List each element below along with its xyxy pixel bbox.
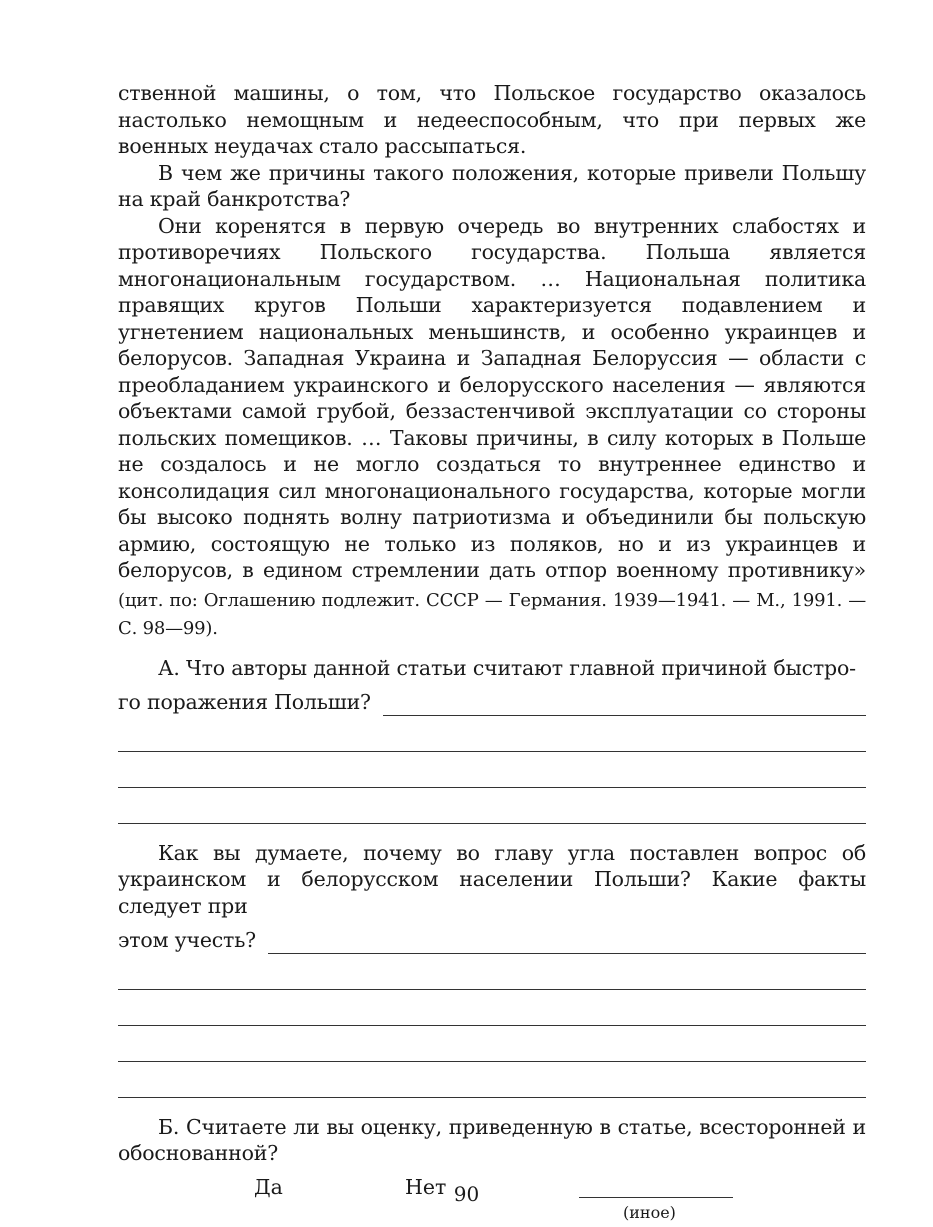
question-a-tail: го поражения Польши? — [118, 690, 371, 714]
citation: (цит. по: Оглашению подлежит. СССР — Германия. 1939—1941. — М., 1991. — С. 98—99). — [118, 589, 866, 639]
answer-field-2-1[interactable] — [268, 933, 866, 954]
question-a: А. Что авторы данной статьи считают главной причиной быстро- — [158, 655, 856, 680]
paragraph-1: ственной машины, о том, что Польское государство оказалось настолько немощным и недееспособным, что при первых же военных неудачах стало рассыпаться. — [118, 81, 866, 158]
answer-field-a-2[interactable] — [118, 716, 866, 752]
answer-field-2-3[interactable] — [118, 990, 866, 1026]
answer-field-a-4[interactable] — [118, 788, 866, 824]
answer-field-2-5[interactable] — [118, 1062, 866, 1098]
document-page — [118, 80, 866, 1227]
question-2: Как вы думаете, почему во главу угла поставлен вопрос об украинском и белорусском населении Польши? Какие факты следует при — [118, 840, 866, 918]
question-a-answer-row — [118, 689, 866, 716]
choice-other-label: (иное) — [623, 1202, 676, 1222]
answer-field-a-3[interactable] — [118, 752, 866, 788]
question-2-answer-row — [118, 927, 866, 954]
paragraph-2: В чем же причины такого положения, которые привели Польшу на край банкротства? — [118, 160, 866, 211]
page-number: 90 — [453, 1182, 480, 1206]
choice-yes[interactable]: Да — [254, 1174, 283, 1199]
question-2-tail: этом учесть? — [118, 928, 256, 952]
answer-field-2-2[interactable] — [118, 954, 866, 990]
choice-no[interactable]: Нет — [405, 1174, 447, 1199]
paragraph-3 — [118, 213, 866, 643]
quote-text: Они коренятся в первую очередь во внутренних слабостях и противоречиях Польского государства. Польша является многонациональным государством. … Национальная политика правящих кругов Польши характеризуется подавлением и угнетением национальных меньшинств, и особенно украинцев и белорусов. Западная Украина и Западная Белоруссия — области с преобладанием украинского и белорусского населения — являются объектами самой грубой, беззастенчивой эксплуатации со стороны польских помещиков. … Таковы причины, в силу которых в Польше не создалось и не могло создаться то внутреннее единство и консолидация сил многонационального государства, которые могли бы высоко поднять волну патриотизма и объединили бы польскую армию, состоящую не только из поляков, но и из украинцев и белорусов, в едином стремлении дать отпор военному противнику» — [118, 213, 866, 582]
question-b: Б. Считаете ли вы оценку, приведенную в статье, всесторонней и обоснованной? — [118, 1114, 866, 1165]
answer-field-2-4[interactable] — [118, 1026, 866, 1062]
answer-field-a-1[interactable] — [383, 695, 866, 716]
